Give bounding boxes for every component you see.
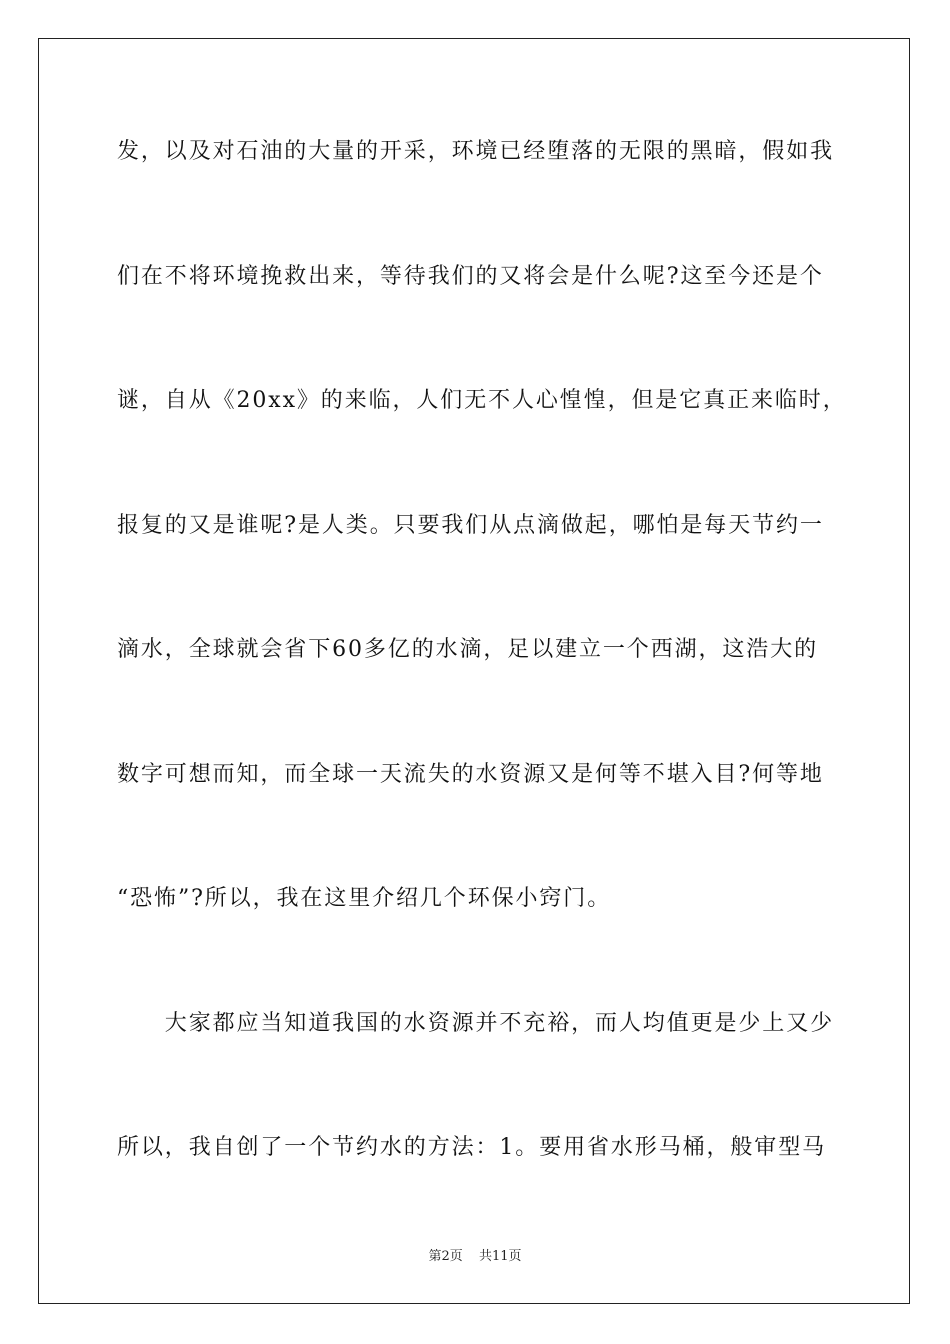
page-total: 共11页 bbox=[478, 1249, 522, 1264]
page-footer bbox=[0, 1248, 950, 1266]
body-text-line: 谜，自从《20xx》的来临，人们无不人心惶惶，但是它真正来临时， bbox=[117, 388, 847, 413]
body-text-line: 发，以及对石油的大量的开采，环境已经堕落的无限的黑暗，假如我 bbox=[117, 139, 835, 164]
body-text-line: 报复的又是谁呢?是人类。只要我们从点滴做起，哪怕是每天节约一 bbox=[117, 513, 824, 538]
body-text-line: 们在不将环境挽救出来，等待我们的又将会是什么呢?这至今还是个 bbox=[117, 264, 824, 289]
paragraph-start-line: 大家都应当知道我国的水资源并不充裕，而人均值更是少上又少 bbox=[117, 1011, 835, 1036]
body-text-line: 数字可想而知，而全球一天流失的水资源又是何等不堪入目?何等地 bbox=[117, 762, 824, 787]
page-border bbox=[38, 38, 910, 1304]
body-text-line: “恐怖”?所以，我在这里介绍几个环保小窍门。 bbox=[117, 886, 612, 911]
body-text-line: 滴水，全球就会省下60多亿的水滴，足以建立一个西湖，这浩大的 bbox=[117, 637, 818, 662]
page-number: 第2页 bbox=[428, 1249, 463, 1264]
body-text-line: 所以，我自创了一个节约水的方法：1。要用省水形马桶，般审型马 bbox=[117, 1135, 826, 1160]
